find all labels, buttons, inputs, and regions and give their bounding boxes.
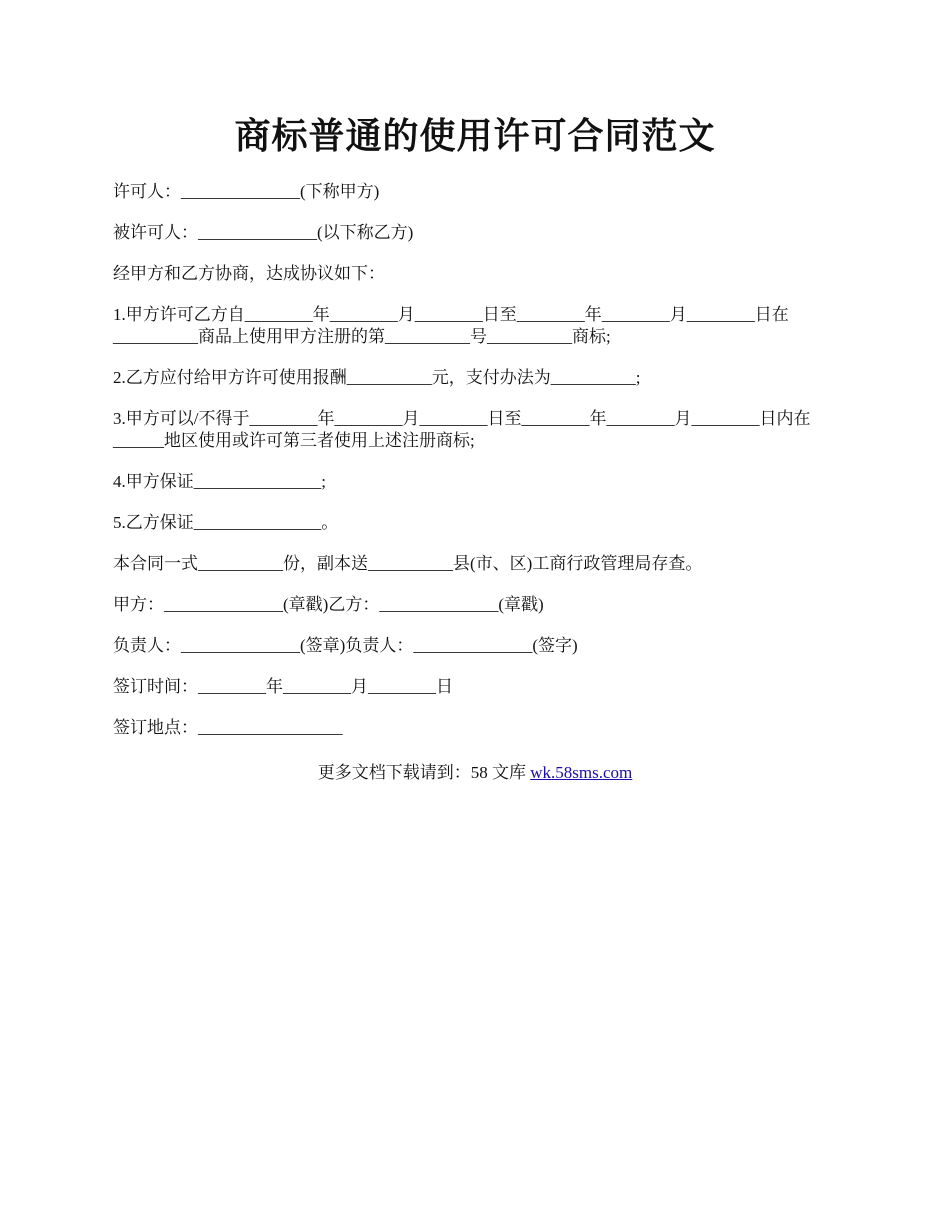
paragraph-clause-2: 2.乙方应付给甲方许可使用报酬__________元，支付办法为__________; (113, 368, 641, 387)
paragraph-licensor: 许可人：______________(下称甲方) (113, 182, 380, 201)
paragraph-clause-3: 3.甲方可以/不得于________年________月________日至________年________月________日内在______地区使用或许可第三者使用上述注册商标; (113, 409, 811, 450)
paragraph-licensee: 被许可人：______________(以下称乙方) (113, 223, 414, 242)
footer-text: 更多文档下载请到：58 文库 (317, 763, 531, 782)
footer-link[interactable]: wk.58sms.com (530, 763, 633, 782)
paragraph-clause-1: 1.甲方许可乙方自________年________月________日至________年________月________日在__________商品上使用甲方注册的第__________号__________商标; (113, 305, 789, 346)
paragraph-parties-seal: 甲方：______________(章戳)乙方：______________(章戳) (113, 595, 544, 614)
paragraph-signing-date: 签订时间：________年________月________日 (113, 677, 453, 696)
paragraph-signing-place: 签订地点：_________________ (113, 718, 343, 737)
document-title: 商标普通的使用许可合同范文 (234, 116, 716, 156)
paragraph-agreement-intro: 经甲方和乙方协商，达成协议如下： (113, 264, 385, 283)
paragraph-responsible-persons: 负责人：______________(签章)负责人：______________(签字) (113, 636, 578, 655)
document-body (113, 181, 838, 758)
document-footer (0, 762, 950, 784)
paragraph-clause-5: 5.乙方保证_______________。 (113, 513, 339, 532)
paragraph-clause-4: 4.甲方保证_______________; (113, 472, 326, 491)
paragraph-copies: 本合同一式__________份，副本送__________县(市、区)工商行政管理局存查。 (113, 554, 703, 573)
